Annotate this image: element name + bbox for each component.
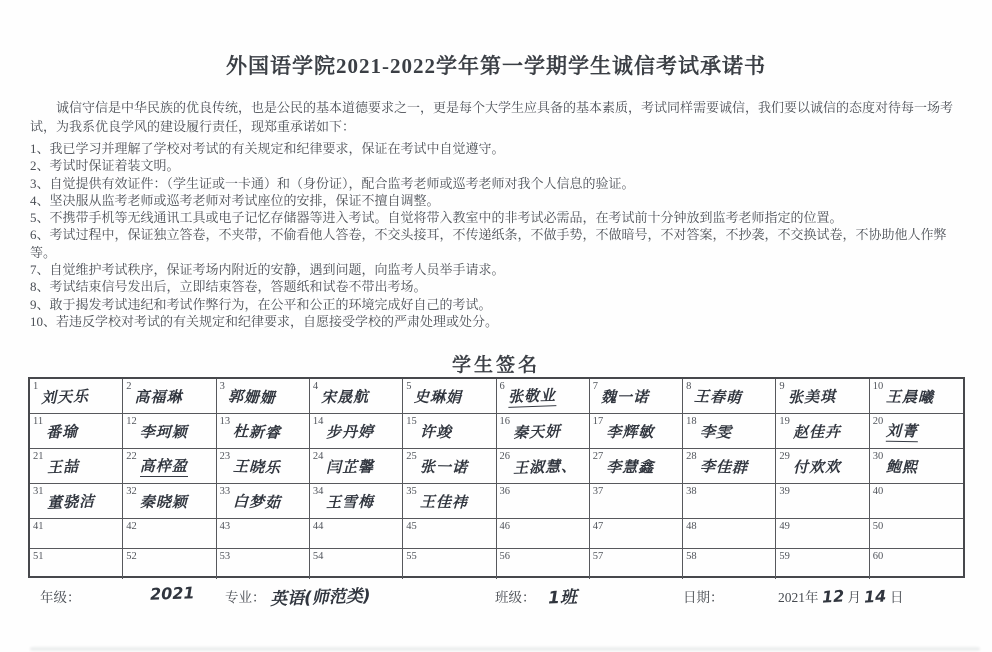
signature-handwriting: 鲍熙 xyxy=(886,457,919,476)
signature-cell xyxy=(683,519,776,549)
signature-cell xyxy=(310,414,403,449)
cell-number: 35 xyxy=(406,486,417,497)
rule-item: 3、自觉提供有效证件：（学生证或一卡通）和（身份证），配合监考老师或巡考老师对我个人信息的验证。 xyxy=(30,175,635,191)
signature-handwriting: 李慧鑫 xyxy=(606,457,655,476)
cell-number: 21 xyxy=(33,451,44,462)
date-value xyxy=(778,586,904,606)
signature-cell xyxy=(217,414,310,449)
signature-handwriting: 王晨曦 xyxy=(886,387,935,406)
signature-cell xyxy=(683,379,776,414)
cell-number: 8 xyxy=(686,381,692,392)
cell-number: 25 xyxy=(406,451,417,462)
cell-number: 56 xyxy=(499,551,510,562)
rule-item: 2、考试时保证着装文明。 xyxy=(30,158,180,174)
signature-cell xyxy=(403,379,496,414)
signature-cell xyxy=(217,379,310,414)
signature-cell xyxy=(870,519,963,549)
signature-cell xyxy=(30,549,123,579)
signature-handwriting: 张美琪 xyxy=(787,387,836,406)
cell-number: 40 xyxy=(872,486,884,497)
cell-number: 31 xyxy=(33,486,44,497)
cell-number: 14 xyxy=(312,416,324,427)
cell-number: 59 xyxy=(779,551,790,562)
signature-cell xyxy=(683,484,776,519)
cell-number: 58 xyxy=(686,551,697,562)
date-month-handwritten: 12 xyxy=(821,586,845,607)
signature-handwriting: 秦晓颖 xyxy=(139,492,188,511)
cell-number: 42 xyxy=(126,521,137,532)
cell-number: 13 xyxy=(219,416,231,427)
signature-cell xyxy=(403,449,496,484)
signature-cell xyxy=(497,379,590,414)
cell-number: 38 xyxy=(686,486,697,497)
date-month-unit: 月 xyxy=(847,590,862,605)
rule-item: 8、考试结束信号发出后，立即结束答卷，答题纸和试卷不带出考场。 xyxy=(30,279,427,295)
cell-number: 60 xyxy=(872,551,884,562)
rule-item: 6、考试过程中，保证独立答卷，不夹带，不偷看他人答卷，不交头接耳，不传递纸条，不做手势，不做暗号，不对答案，不抄袭，不交换试卷，不协助他人作弊等。 xyxy=(30,227,947,260)
cell-number: 39 xyxy=(779,486,790,497)
cell-number: 53 xyxy=(219,551,231,562)
cell-number: 26 xyxy=(499,451,510,462)
cell-number: 45 xyxy=(406,521,417,532)
signature-cell xyxy=(30,379,123,414)
date-label: 日期： xyxy=(683,590,724,605)
signature-cell xyxy=(123,449,216,484)
signature-handwriting: 李雯 xyxy=(699,421,732,442)
cell-number: 11 xyxy=(33,416,44,427)
signature-cell xyxy=(403,484,496,519)
cell-number: 24 xyxy=(312,451,324,462)
signature-cell xyxy=(870,379,963,414)
cell-number: 47 xyxy=(592,521,604,532)
signature-handwriting: 王淑慧、 xyxy=(512,456,578,477)
signature-handwriting: 李辉敏 xyxy=(606,422,655,441)
signature-cell xyxy=(870,484,963,519)
cell-number: 9 xyxy=(779,381,785,392)
cell-number: 29 xyxy=(779,451,790,462)
signature-handwriting: 王喆 xyxy=(46,456,79,477)
rule-item: 7、自觉维护考试秩序，保证考场内附近的安静，遇到问题，向监考人员举手请求。 xyxy=(30,262,505,278)
signature-handwriting: 刘菁 xyxy=(886,421,919,441)
signature-cell xyxy=(403,414,496,449)
signature-handwriting: 高梓盈 xyxy=(139,457,188,475)
cell-number: 7 xyxy=(592,381,599,392)
signature-cell xyxy=(497,414,590,449)
cell-number: 51 xyxy=(33,551,44,562)
cell-number: 50 xyxy=(872,521,884,532)
signature-handwriting: 白梦茹 xyxy=(232,491,282,512)
signature-handwriting: 刘天乐 xyxy=(40,386,90,407)
signature-cell xyxy=(776,484,869,519)
cell-number: 18 xyxy=(686,416,697,427)
signature-cell xyxy=(590,414,683,449)
cell-number: 48 xyxy=(686,521,697,532)
signature-cell xyxy=(497,484,590,519)
signature-handwriting: 宋晟航 xyxy=(320,387,370,406)
rules-list xyxy=(30,140,968,330)
signature-handwriting: 张敬业 xyxy=(507,386,557,406)
cell-number: 5 xyxy=(406,381,412,392)
scan-artifact xyxy=(30,647,980,651)
signature-cell xyxy=(217,549,310,579)
signature-handwriting: 李珂颖 xyxy=(139,422,188,441)
cell-number: 52 xyxy=(126,551,137,562)
signature-handwriting: 史琳娟 xyxy=(414,387,463,406)
signature-cell xyxy=(497,549,590,579)
signature-cell xyxy=(403,549,496,579)
signature-cell xyxy=(30,449,123,484)
signature-cell xyxy=(776,549,869,579)
cell-number: 34 xyxy=(312,486,324,497)
cell-number: 36 xyxy=(499,486,510,497)
signature-handwriting: 王晓乐 xyxy=(232,456,282,477)
signature-cell xyxy=(776,449,869,484)
signature-cell xyxy=(590,519,683,549)
signature-handwriting: 付欢欢 xyxy=(792,457,842,476)
intro-paragraph: 诚信守信是中华民族的优良传统，也是公民的基本道德要求之一，更是每个大学生应具备的基本素质，考试同样需要诚信，我们要以诚信的态度对待每一场考试，为我系优良学风的建设履行责任，现郑重承诺如下： xyxy=(30,100,954,134)
cell-number: 33 xyxy=(219,486,231,497)
signature-handwriting: 魏一诺 xyxy=(601,387,650,406)
class-label: 班级： xyxy=(495,590,536,605)
cell-number: 44 xyxy=(312,521,324,532)
cell-number: 43 xyxy=(219,521,231,532)
signature-cell xyxy=(217,449,310,484)
signature-handwriting: 董骁洁 xyxy=(46,491,95,512)
signature-handwriting: 杜新睿 xyxy=(232,421,282,442)
signature-cell xyxy=(776,379,869,414)
cell-number: 6 xyxy=(499,381,505,392)
cell-number: 16 xyxy=(499,416,510,427)
cell-number: 3 xyxy=(219,381,225,392)
cell-number: 4 xyxy=(312,381,319,392)
cell-number: 2 xyxy=(126,381,132,392)
cell-number: 49 xyxy=(779,521,790,532)
cell-number: 22 xyxy=(126,451,137,462)
signature-cell xyxy=(310,484,403,519)
cell-number: 19 xyxy=(779,416,790,427)
cell-number: 37 xyxy=(592,486,604,497)
signature-cell xyxy=(590,449,683,484)
cell-number: 57 xyxy=(592,551,604,562)
date-day-handwritten: 14 xyxy=(863,586,888,607)
signature-handwriting: 王佳祎 xyxy=(419,492,468,511)
cell-number: 41 xyxy=(33,521,44,532)
signature-handwriting: 秦天妍 xyxy=(512,421,562,442)
cell-number: 12 xyxy=(126,416,137,427)
signature-handwriting: 赵佳卉 xyxy=(792,422,842,441)
signature-handwriting: 张一诺 xyxy=(419,457,468,476)
major-label: 专业： xyxy=(225,590,266,605)
cell-number: 1 xyxy=(33,381,39,392)
signature-cell xyxy=(310,549,403,579)
signature-cell xyxy=(30,414,123,449)
cell-number: 15 xyxy=(406,416,417,427)
signature-cell xyxy=(497,449,590,484)
signature-cell xyxy=(310,519,403,549)
signature-handwriting: 步丹婷 xyxy=(326,422,375,441)
signature-cell xyxy=(776,519,869,549)
signature-cell xyxy=(403,519,496,549)
signature-cell xyxy=(310,449,403,484)
rule-item: 9、敢于揭发考试违纪和考试作弊行为，在公平和公正的环境完成好自己的考试。 xyxy=(30,296,492,312)
cell-number: 23 xyxy=(219,451,231,462)
signature-handwriting: 王雪梅 xyxy=(326,492,375,511)
signature-cell xyxy=(123,414,216,449)
signature-handwriting: 番瑜 xyxy=(45,421,79,442)
cell-number: 54 xyxy=(312,551,324,562)
signature-handwriting: 王春萌 xyxy=(694,386,743,407)
document-title: 外国语学院2021-2022学年第一学期学生诚信考试承诺书 xyxy=(226,54,766,78)
cell-number: 10 xyxy=(872,381,884,392)
signature-cell xyxy=(310,379,403,414)
signature-cell xyxy=(123,519,216,549)
signature-handwriting: 郭姗姗 xyxy=(227,386,277,407)
signature-table xyxy=(28,377,965,578)
signature-cell xyxy=(870,449,963,484)
signature-cell xyxy=(590,484,683,519)
signature-handwriting: 高福琳 xyxy=(134,387,183,406)
cell-number: 30 xyxy=(872,451,884,462)
signature-cell xyxy=(683,414,776,449)
signature-section-heading: 学生签名 xyxy=(451,355,540,376)
grade-label: 年级： xyxy=(40,590,81,605)
class-handwritten-value: 1班 xyxy=(547,587,578,609)
signature-cell xyxy=(590,379,683,414)
cell-number: 27 xyxy=(592,451,604,462)
footer-row xyxy=(0,583,992,616)
signature-cell xyxy=(870,414,963,449)
date-year-printed: 2021年 xyxy=(778,590,819,605)
signature-cell xyxy=(776,414,869,449)
signature-handwriting: 闫芷馨 xyxy=(326,457,375,476)
cell-number: 46 xyxy=(499,521,510,532)
cell-number: 32 xyxy=(126,486,137,497)
signature-handwriting: 李佳群 xyxy=(699,456,748,477)
signature-cell xyxy=(683,549,776,579)
signature-cell xyxy=(30,484,123,519)
signature-cell xyxy=(497,519,590,549)
signature-handwriting: 许竣 xyxy=(419,422,452,441)
signature-cell xyxy=(870,549,963,579)
major-handwritten-value: 英语(师范类) xyxy=(269,586,371,610)
signature-cell xyxy=(123,549,216,579)
cell-number: 28 xyxy=(686,451,697,462)
grade-handwritten-value: 2021 xyxy=(149,583,195,604)
signature-cell xyxy=(217,519,310,549)
rule-item: 10、若违反学校对考试的有关规定和纪律要求，自愿接受学校的严肃处理或处分。 xyxy=(30,313,499,329)
signature-cell xyxy=(30,519,123,549)
signature-cell xyxy=(590,549,683,579)
rule-item: 4、坚决服从监考老师或巡考老师对考试座位的安排，保证不擅自调整。 xyxy=(30,192,440,208)
rule-item: 5、不携带手机等无线通讯工具或电子记忆存储器等进入考试。自觉将带入教室中的非考试必需品，在考试前十分钟放到监考老师指定的位置。 xyxy=(30,210,843,226)
cell-number: 17 xyxy=(592,416,604,427)
signature-cell xyxy=(123,379,216,414)
cell-number: 20 xyxy=(872,416,884,427)
date-day-unit: 日 xyxy=(890,590,904,605)
signature-cell xyxy=(683,449,776,484)
rule-item: 1、我已学习并理解了学校对考试的有关规定和纪律要求，保证在考试中自觉遵守。 xyxy=(30,141,505,156)
signature-cell xyxy=(123,484,216,519)
signature-cell xyxy=(217,484,310,519)
cell-number: 55 xyxy=(406,551,417,562)
